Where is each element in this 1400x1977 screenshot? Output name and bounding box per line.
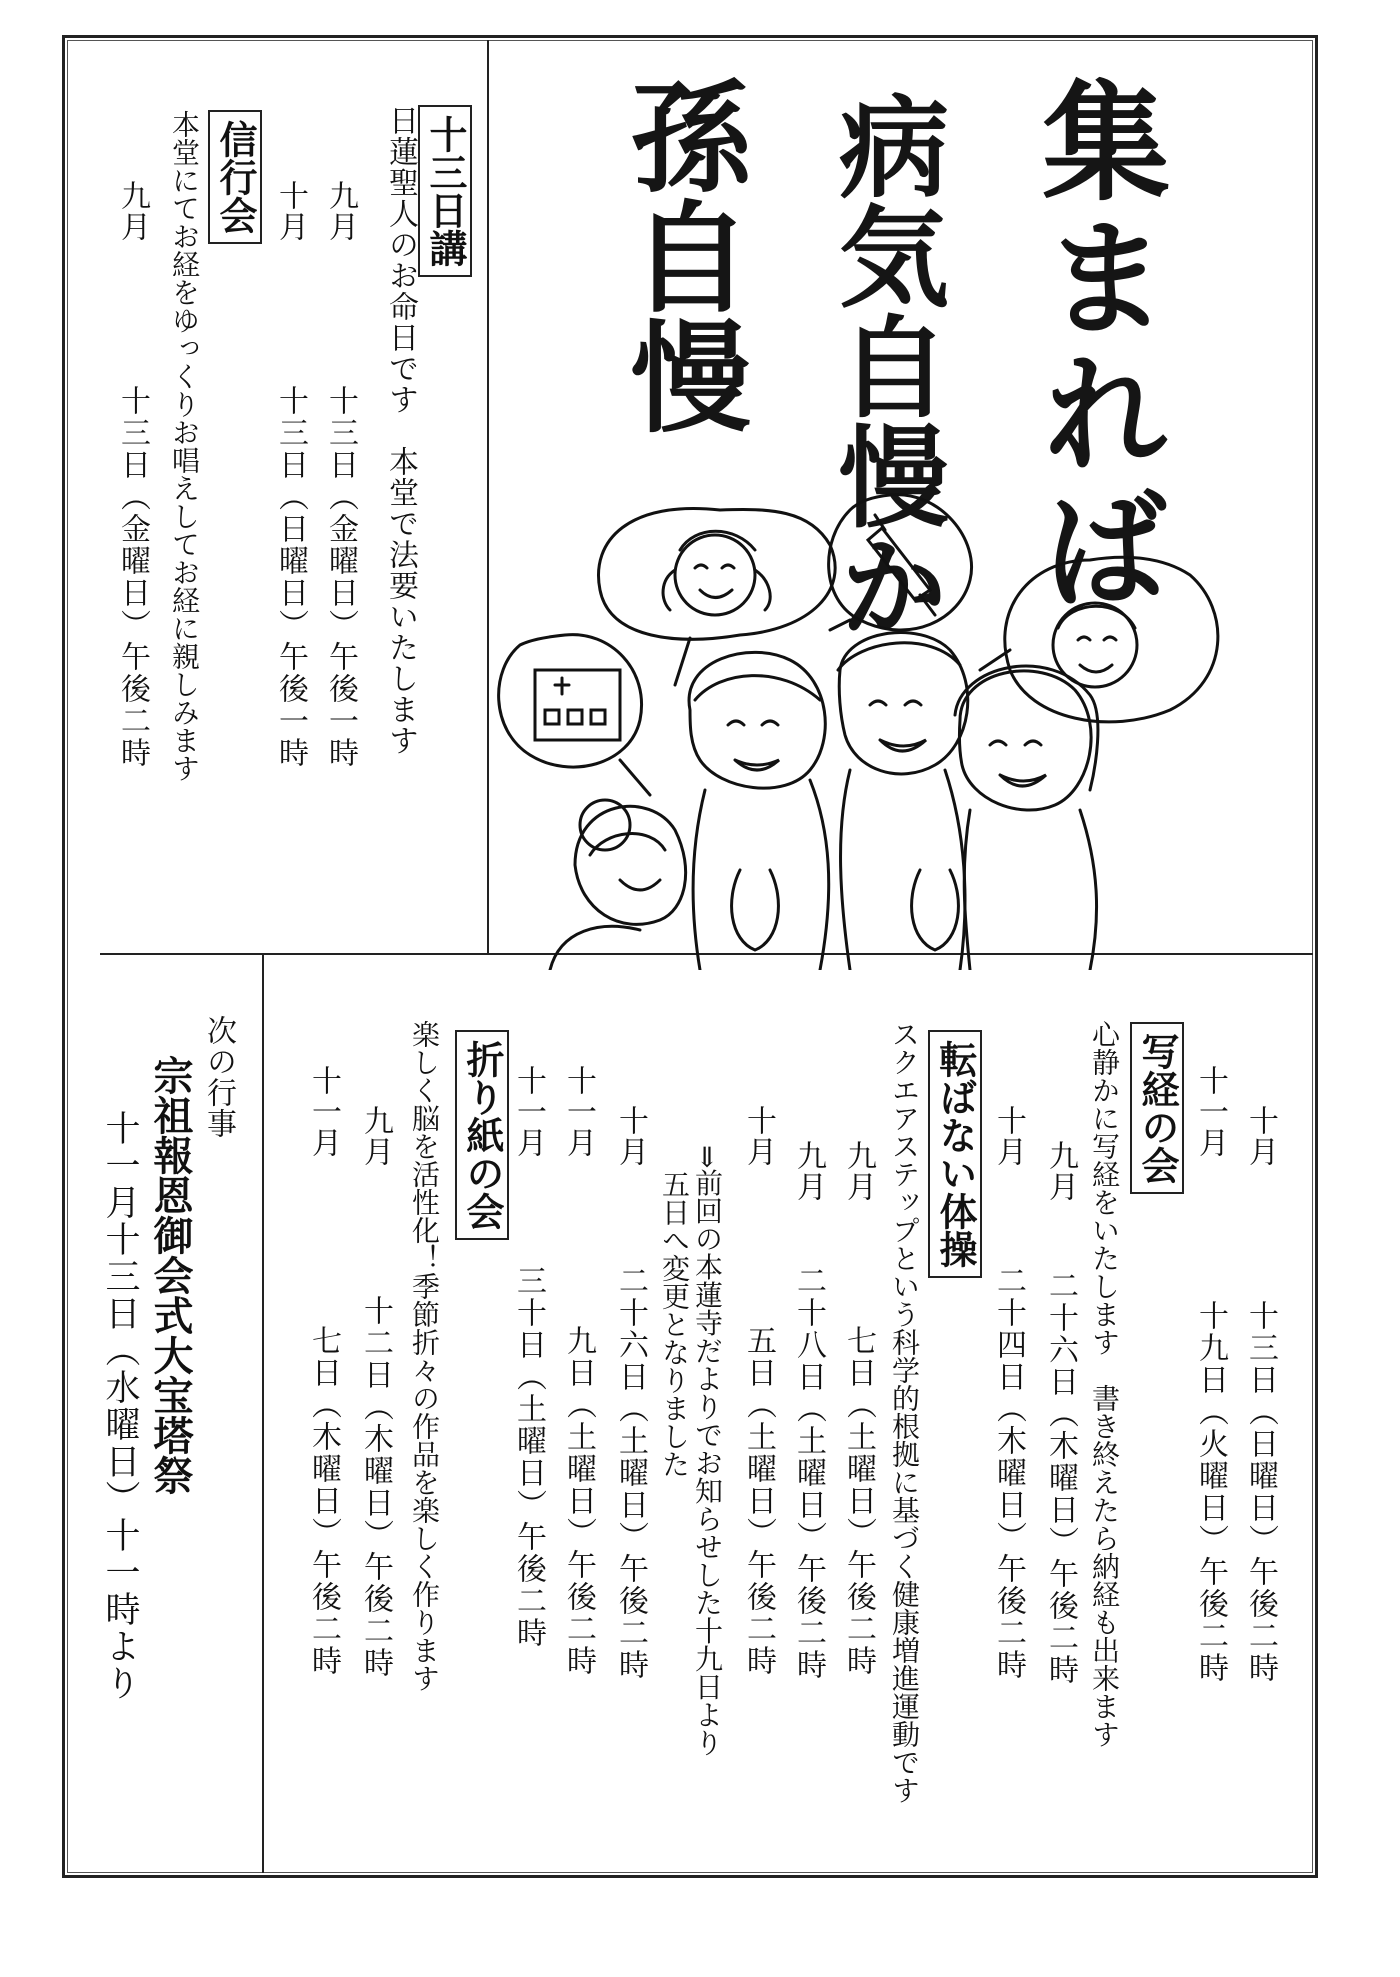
jusannichiko-date-2: 十三日（日曜日）午後一時 xyxy=(273,385,308,769)
taiso-date-2: 二十八日（土曜日）午後二時 xyxy=(791,1265,826,1681)
speech-bubble-boy xyxy=(980,557,1218,722)
shakyo-date-2: 十九日（火曜日）午後二時 xyxy=(1193,1300,1228,1684)
jusannichiko-title: 十三日講 xyxy=(418,105,472,277)
taiso-date-3: 五日（土曜日）午後二時 xyxy=(741,1325,776,1677)
next-event-date: 十一月十三日（水曜日）十一時より xyxy=(100,1110,140,1702)
shakyo-month-3: 九月 xyxy=(1043,1140,1078,1202)
shakyo-title: 写経の会 xyxy=(1130,1022,1184,1194)
jusannichiko-date-1: 十三日（金曜日）午後一時 xyxy=(323,385,358,769)
taiso-date-5: 九日（土曜日）午後二時 xyxy=(561,1325,596,1677)
family-illustration xyxy=(490,470,1320,970)
next-event-label: 次の行事 xyxy=(201,1015,236,1139)
jusannichiko-month-1: 九月 xyxy=(323,180,358,242)
origami-date-2: 七日（木曜日）午後二時 xyxy=(306,1325,341,1677)
taiso-date-6: 三十日（土曜日）午後二時 xyxy=(511,1265,546,1649)
taiso-month-2: 九月 xyxy=(791,1140,826,1202)
origami-month-1: 九月 xyxy=(358,1105,393,1167)
taiso-note-line2: 五日へ変更となりました xyxy=(658,1170,691,1478)
shingyokai-title: 信行会 xyxy=(208,110,262,244)
taiso-note-line1: ⇒前回の本蓮寺だよりでお知らせした十九日より xyxy=(691,1145,724,1757)
bottom-vertical-divider xyxy=(262,955,264,1873)
shakyo-date-3: 二十六日（木曜日）午後二時 xyxy=(1043,1270,1078,1686)
taiso-month-3: 十月 xyxy=(741,1105,776,1167)
jusannichiko-month-2: 十月 xyxy=(273,180,308,242)
shakyo-desc: 心静かに写経をいたします 書き終えたら納経も出来ます xyxy=(1088,1020,1121,1748)
shingyokai-date-1: 十三日（金曜日）午後二時 xyxy=(115,385,150,769)
taiso-month-4: 十月 xyxy=(613,1105,648,1167)
shakyo-month-1: 十月 xyxy=(1243,1105,1278,1167)
origami-month-2: 十一月 xyxy=(306,1065,341,1158)
origami-title: 折り紙の会 xyxy=(455,1030,509,1240)
next-event-name: 宗祖報恩御会式大宝塔祭 xyxy=(147,1055,194,1495)
shakyo-date-4: 二十四日（木曜日）午後二時 xyxy=(991,1265,1026,1681)
taiso-month-6: 十一月 xyxy=(511,1065,546,1158)
taiso-month-1: 九月 xyxy=(841,1140,876,1202)
top-vertical-divider xyxy=(487,40,489,953)
taiso-month-5: 十一月 xyxy=(561,1065,596,1158)
speech-bubble-girl xyxy=(599,508,836,685)
taiso-desc: スクエアステップという科学的根拠に基づく健康増進運動です xyxy=(888,1020,921,1804)
headline-line2: 病気自慢か xyxy=(821,90,949,640)
shingyokai-desc: 本堂にてお経をゆっくりお唱えしてお経に親しみます xyxy=(168,110,201,782)
taiso-date-1: 七日（土曜日）午後二時 xyxy=(841,1325,876,1677)
jusannichiko-desc: 日蓮聖人のお命日です 本堂で法要いたします xyxy=(383,105,418,756)
taiso-title: 転ばない体操 xyxy=(928,1030,982,1278)
shingyokai-month-1: 九月 xyxy=(115,180,150,242)
headline-line1: 集まれば xyxy=(1020,75,1169,619)
headline-line3: 孫自慢 xyxy=(611,75,750,435)
shakyo-date-1: 十三日（日曜日）午後二時 xyxy=(1243,1300,1278,1684)
shakyo-month-2: 十一月 xyxy=(1193,1065,1228,1158)
shakyo-month-4: 十月 xyxy=(991,1105,1026,1167)
taiso-date-4: 二十六日（土曜日）午後二時 xyxy=(613,1265,648,1681)
speech-bubble-syringe xyxy=(829,495,972,630)
origami-desc: 楽しく脳を活性化！季節折々の作品を楽しく作ります xyxy=(408,1020,441,1692)
speech-bubble-hospital xyxy=(499,635,650,795)
origami-date-1: 十二日（木曜日）午後二時 xyxy=(358,1295,393,1679)
